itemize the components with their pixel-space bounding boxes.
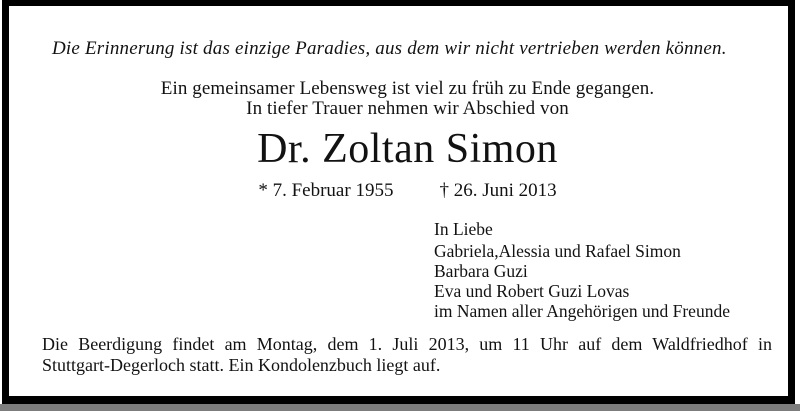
birth-date: * 7. Februar 1955 xyxy=(258,180,394,201)
life-dates xyxy=(18,180,797,201)
funeral-info xyxy=(42,334,772,375)
mourner-line: In Liebe xyxy=(434,219,493,239)
mourners-block xyxy=(434,219,794,321)
memorial-quote: Die Erinnerung ist das einzige Paradies, aus dem wir nicht vertrieben werden können. xyxy=(52,38,727,59)
intro-block xyxy=(18,79,797,118)
card-shadow xyxy=(0,404,800,411)
mourner-line: im Namen aller Angehörigen und Freunde xyxy=(434,301,730,321)
death-date: † 26. Juni 2013 xyxy=(439,180,557,201)
intro-line-1: Ein gemeinsamer Lebensweg ist viel zu früh zu Ende gegangen. xyxy=(160,78,655,99)
intro-line-2: In tiefer Trauer nehmen wir Abschied von xyxy=(246,97,569,119)
funeral-line-1: Die Beerdigung findet am Montag, dem 1. Juli 2013, um 11 Uhr auf dem Waldfriedhof in xyxy=(42,334,772,354)
mourner-line: Barbara Guzi xyxy=(434,261,528,281)
mourner-line: Gabriela,Alessia und Rafael Simon xyxy=(434,241,681,261)
obituary-card xyxy=(2,0,795,404)
mourner-line: Eva und Robert Guzi Lovas xyxy=(434,281,630,301)
deceased-name: Dr. Zoltan Simon xyxy=(257,126,558,172)
funeral-line-2: Stuttgart-Degerloch statt. Ein Kondolenzbuch liegt auf. xyxy=(42,354,441,375)
